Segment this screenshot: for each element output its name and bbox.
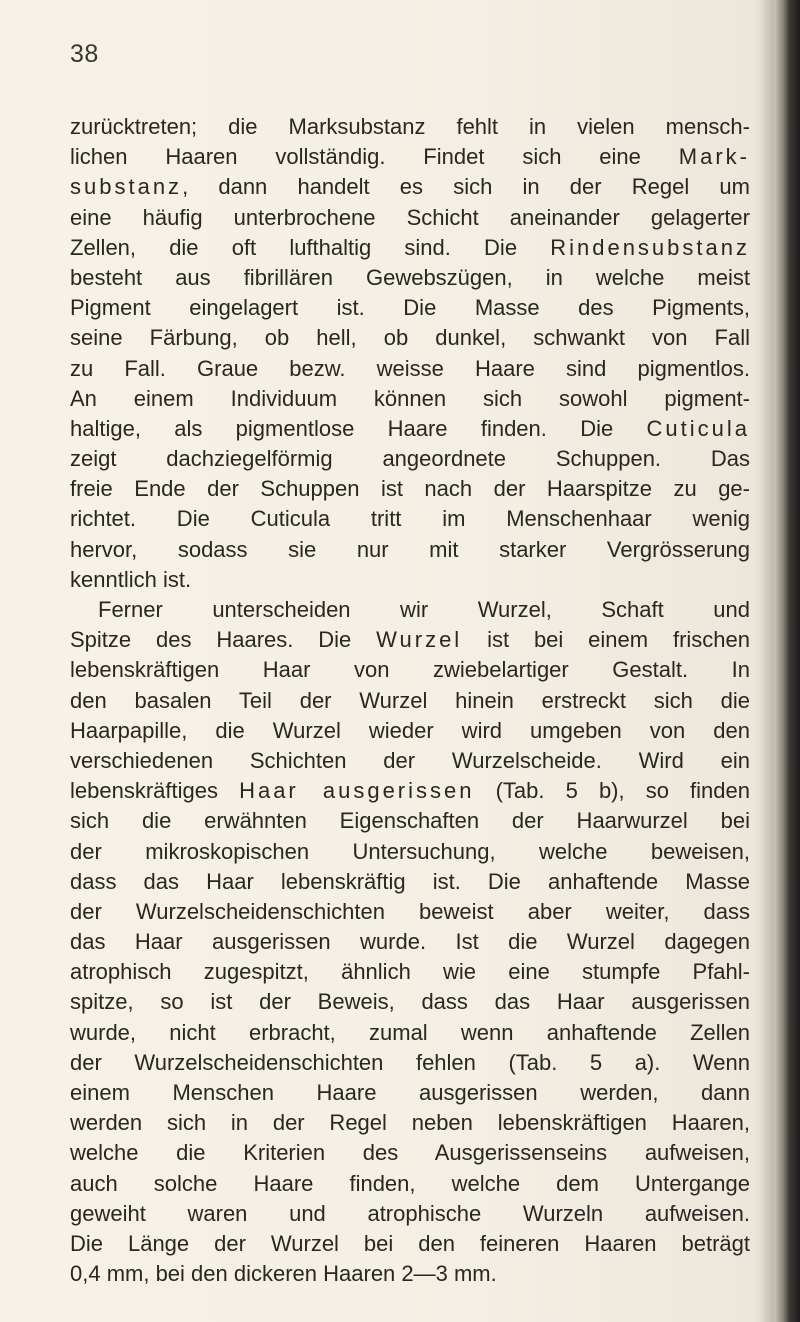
binding-shadow [760,0,774,1322]
text-line: auch solche Haare finden, welche dem Untergange [70,1170,750,1196]
text-segment: lichen Haaren vollständig. Findet sich eine [70,144,679,170]
text-line: dass das Haar lebenskräftig ist. Die anhaftende Masse [70,868,750,894]
text-line: An einem Individuum können sich sowohl pigment- [70,385,750,411]
text-segment: (Tab. 5 b), so finden [474,778,750,804]
text-line: zurücktreten; die Marksubstanz fehlt in vielen mensch- [70,114,750,139]
text-segment: Zellen, die oft lufthaltig sind. Die [70,234,551,260]
emphasized-term: Mark- [678,144,750,170]
text-line: Ferner unterscheiden wir Wurzel, Schaft und [98,597,750,622]
text-line [70,625,750,655]
text-line: Pigment eingelagert ist. Die Masse des Pigments, [70,295,750,321]
text-line: eine häufig unterbrochene Schicht aneinander gelagerter [70,204,750,230]
text-segment: , dann handelt es sich in der Regel um [182,174,750,200]
text-line: sich die erwähnten Eigenschaften der Haarwurzel bei [70,808,750,834]
text-segment: lebenskräftiges [70,778,240,804]
text-segment: haltige, als pigmentlose Haare finden. Die [70,415,647,441]
text-line: wurde, nicht erbracht, zumal wenn anhaftende Zellen [70,1019,750,1045]
text-line: der Wurzelscheidenschichten fehlen (Tab. 5 a). Wenn [70,1049,750,1075]
emphasized-term: Rindensubstanz [550,234,750,260]
page-number: 38 [70,40,99,68]
text-line: Haarpapille, die Wurzel wieder wird umgeben von den [70,717,750,743]
text-line: einem Menschen Haare ausgerissen werden, dann [70,1080,750,1105]
text-line: lebenskräftigen Haar von zwiebelartiger Gestalt. In [70,657,750,683]
text-line: welche die Kriterien des Ausgerissenseins aufweisen, [70,1140,750,1166]
text-line: kenntlich ist. [70,566,192,592]
emphasized-term: Haar ausgerissen [239,778,475,804]
emphasized-term: substanz [70,174,183,200]
text-line [70,142,750,172]
text-line [70,414,750,444]
text-line: seine Färbung, ob hell, ob dunkel, schwankt von Fall [70,325,750,351]
text-line: werden sich in der Regel neben lebenskräftigen Haaren, [70,1110,750,1136]
text-line: den basalen Teil der Wurzel hinein erstreckt sich die [70,687,750,713]
text-line: verschiedenen Schichten der Wurzelscheide. Wird ein [70,747,750,773]
text-line: das Haar ausgerissen wurde. Ist die Wurzel dagegen [70,929,750,955]
emphasized-term: Cuticula [646,415,750,441]
body-text [70,112,750,1289]
text-line [70,233,750,263]
text-line: spitze, so ist der Beweis, dass das Haar ausgerissen [70,989,750,1015]
text-line: 0,4 mm, bei den dickeren Haaren 2—3 mm. [70,1261,497,1287]
text-line [70,776,750,806]
text-line: zeigt dachziegelförmig angeordnete Schuppen. Das [70,446,750,472]
text-line: besteht aus fibrillären Gewebszügen, in welche meist [70,264,750,290]
text-line: zu Fall. Graue bezw. weisse Haare sind pigmentlos. [70,355,750,381]
text-line: freie Ende der Schuppen ist nach der Haarspitze zu ge- [70,476,750,502]
text-line: Die Länge der Wurzel bei den feineren Haaren beträgt [70,1230,750,1256]
text-segment: ist bei einem frischen [462,627,750,653]
emphasized-term: Wurzel [376,627,463,653]
book-binding-edge [774,0,800,1322]
text-line: richtet. Die Cuticula tritt im Menschenhaar wenig [70,506,750,532]
text-line: der mikroskopischen Untersuchung, welche beweisen, [70,838,750,864]
text-line: hervor, sodass sie nur mit starker Vergrösserung [70,536,750,562]
text-line: geweiht waren und atrophische Wurzeln aufweisen. [70,1200,750,1226]
text-segment: Spitze des Haares. Die [70,627,377,653]
text-line: atrophisch zugespitzt, ähnlich wie eine stumpfe Pfahl- [70,959,750,985]
text-line: der Wurzelscheidenschichten beweist aber weiter, dass [70,898,750,924]
text-line [70,172,750,202]
